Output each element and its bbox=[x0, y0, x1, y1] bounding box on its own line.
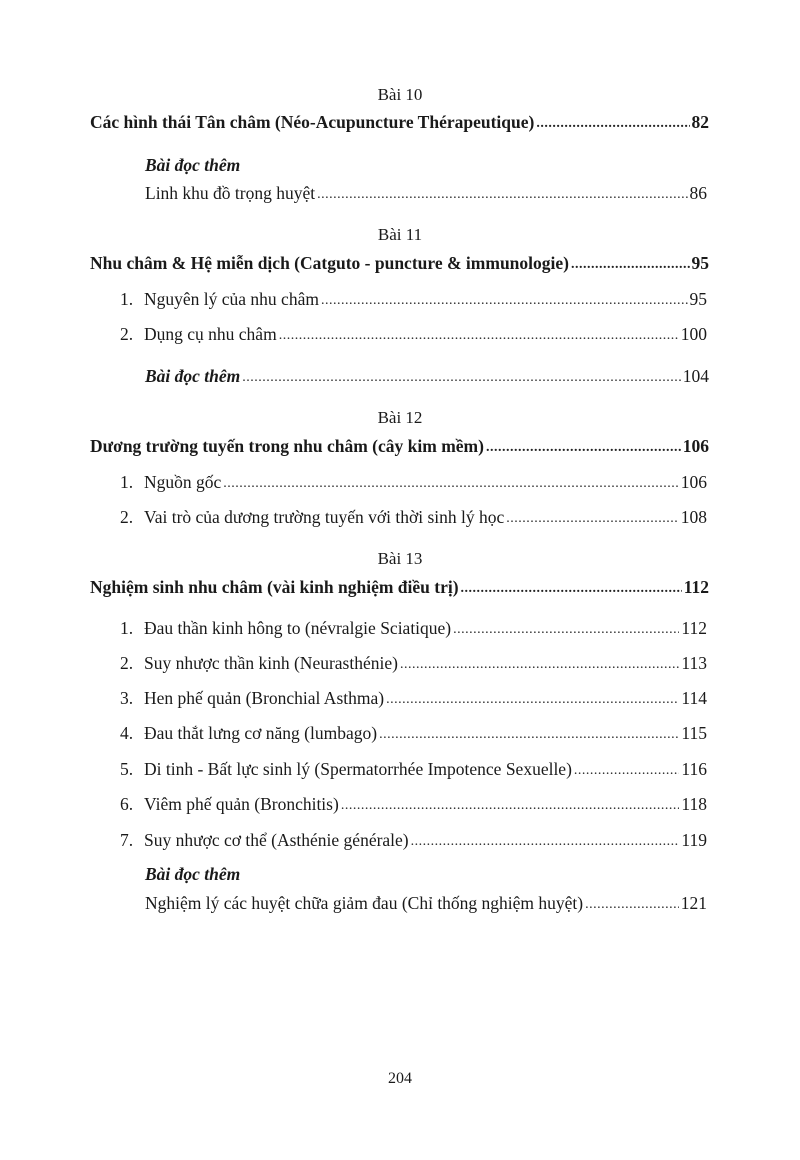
entry-number: 3. bbox=[120, 688, 134, 708]
leader-dots bbox=[571, 253, 690, 277]
entry-number: 2. bbox=[120, 507, 134, 527]
toc-entry[interactable] bbox=[120, 721, 707, 748]
entry-number: 5. bbox=[120, 759, 134, 779]
leader-dots bbox=[411, 830, 680, 854]
entry-title: Linh khu đồ trọng huyệt bbox=[145, 183, 316, 203]
toc-entry-lesson[interactable] bbox=[90, 575, 709, 602]
entry-page: 119 bbox=[681, 830, 707, 850]
leader-dots bbox=[386, 688, 679, 712]
leader-dots bbox=[461, 577, 682, 601]
leader-dots bbox=[279, 324, 679, 348]
leader-dots bbox=[453, 618, 679, 642]
toc-entry[interactable] bbox=[120, 686, 707, 713]
leader-dots bbox=[379, 723, 679, 747]
entry-title: Suy nhược cơ thể (Asthénie générale) bbox=[144, 830, 409, 850]
entry-title: Vai trò của dương trường tuyến với thời sinh lý học bbox=[144, 507, 505, 527]
entry-page: 121 bbox=[680, 893, 707, 913]
leader-dots bbox=[317, 183, 687, 207]
entry-page: 108 bbox=[680, 507, 707, 527]
entry-page: 95 bbox=[691, 253, 709, 273]
toc-entry[interactable] bbox=[145, 891, 707, 918]
further-reading-label: Bài đọc thêm bbox=[145, 155, 241, 175]
entry-title: Dụng cụ nhu châm bbox=[144, 324, 277, 344]
entry-title: Viêm phế quản (Bronchitis) bbox=[144, 794, 339, 814]
entry-number: 6. bbox=[120, 794, 134, 814]
toc-entry-lesson[interactable] bbox=[90, 434, 709, 461]
entry-number: 7. bbox=[120, 830, 134, 850]
entry-page: 118 bbox=[681, 794, 707, 814]
leader-dots bbox=[242, 366, 680, 390]
further-reading-label: Bài đọc thêm bbox=[145, 864, 241, 884]
entry-page: 112 bbox=[683, 577, 709, 597]
toc-entry[interactable] bbox=[120, 792, 707, 819]
leader-dots bbox=[536, 112, 689, 136]
entry-title: Suy nhược thần kinh (Neurasthénie) bbox=[144, 653, 398, 673]
entry-title: Các hình thái Tân châm (Néo-Acupuncture Thérapeutique) bbox=[90, 112, 535, 132]
toc-entry[interactable] bbox=[120, 757, 707, 784]
entry-page: 95 bbox=[689, 289, 707, 309]
entry-page: 82 bbox=[691, 112, 709, 132]
toc-entry-lesson[interactable] bbox=[90, 251, 709, 278]
leader-dots bbox=[400, 653, 679, 677]
entry-page: 106 bbox=[682, 436, 709, 456]
entry-title: Nghiệm sinh nhu châm (vài kinh nghiệm điều trị) bbox=[90, 577, 459, 597]
leader-dots bbox=[574, 759, 679, 783]
entry-page: 116 bbox=[681, 759, 707, 779]
entry-page: 100 bbox=[680, 324, 707, 344]
toc-entry[interactable] bbox=[145, 181, 707, 208]
entry-number: 1. bbox=[120, 289, 134, 309]
entry-number: 4. bbox=[120, 723, 134, 743]
leader-dots bbox=[506, 507, 679, 531]
leader-dots bbox=[223, 472, 678, 496]
entry-page: 104 bbox=[682, 366, 709, 386]
entry-number: 1. bbox=[120, 618, 134, 638]
toc-entry[interactable] bbox=[120, 828, 707, 855]
entry-page: 112 bbox=[681, 618, 707, 638]
lesson-heading: Bài 12 bbox=[377, 408, 423, 427]
entry-page: 114 bbox=[681, 688, 707, 708]
entry-title: Nguồn gốc bbox=[144, 472, 222, 492]
leader-dots bbox=[341, 794, 680, 818]
entry-title: Di tinh - Bất lực sinh lý (Spermatorrhée Impotence Sexuelle) bbox=[144, 759, 572, 779]
entry-number: 2. bbox=[120, 653, 134, 673]
entry-title: Bài đọc thêm bbox=[145, 366, 241, 386]
entry-title: Nghiệm lý các huyệt chữa giảm đau (Chỉ thống nghiệm huyệt) bbox=[145, 893, 584, 913]
entry-page: 106 bbox=[680, 472, 707, 492]
leader-dots bbox=[321, 289, 688, 313]
lesson-heading: Bài 10 bbox=[377, 85, 423, 104]
entry-title: Nguyên lý của nhu châm bbox=[144, 289, 319, 309]
leader-dots bbox=[486, 436, 681, 460]
entry-page: 113 bbox=[681, 653, 707, 673]
toc-entry[interactable] bbox=[120, 505, 707, 532]
toc-entry[interactable] bbox=[120, 470, 707, 497]
toc-entry[interactable] bbox=[120, 322, 707, 349]
entry-title: Đau thần kinh hông to (névralgie Sciatique) bbox=[144, 618, 452, 638]
toc-entry-lesson[interactable] bbox=[90, 110, 709, 137]
entry-title: Đau thắt lưng cơ năng (lumbago) bbox=[144, 723, 378, 743]
leader-dots bbox=[585, 893, 679, 917]
entry-title: Dương trường tuyến trong nhu châm (cây kim mềm) bbox=[90, 436, 484, 456]
entry-title: Nhu châm & Hệ miễn dịch (Catguto - puncture & immunologie) bbox=[90, 253, 569, 273]
entry-page: 115 bbox=[681, 723, 707, 743]
lesson-heading: Bài 11 bbox=[377, 225, 423, 244]
entry-number: 2. bbox=[120, 324, 134, 344]
page-number: 204 bbox=[388, 1070, 412, 1087]
toc-entry[interactable] bbox=[120, 287, 707, 314]
toc-entry[interactable] bbox=[120, 651, 707, 678]
toc-entry[interactable] bbox=[120, 616, 707, 643]
entry-page: 86 bbox=[689, 183, 707, 203]
entry-title: Hen phế quản (Bronchial Asthma) bbox=[144, 688, 385, 708]
toc-entry[interactable] bbox=[145, 364, 709, 391]
lesson-heading: Bài 13 bbox=[377, 549, 423, 568]
entry-number: 1. bbox=[120, 472, 134, 492]
